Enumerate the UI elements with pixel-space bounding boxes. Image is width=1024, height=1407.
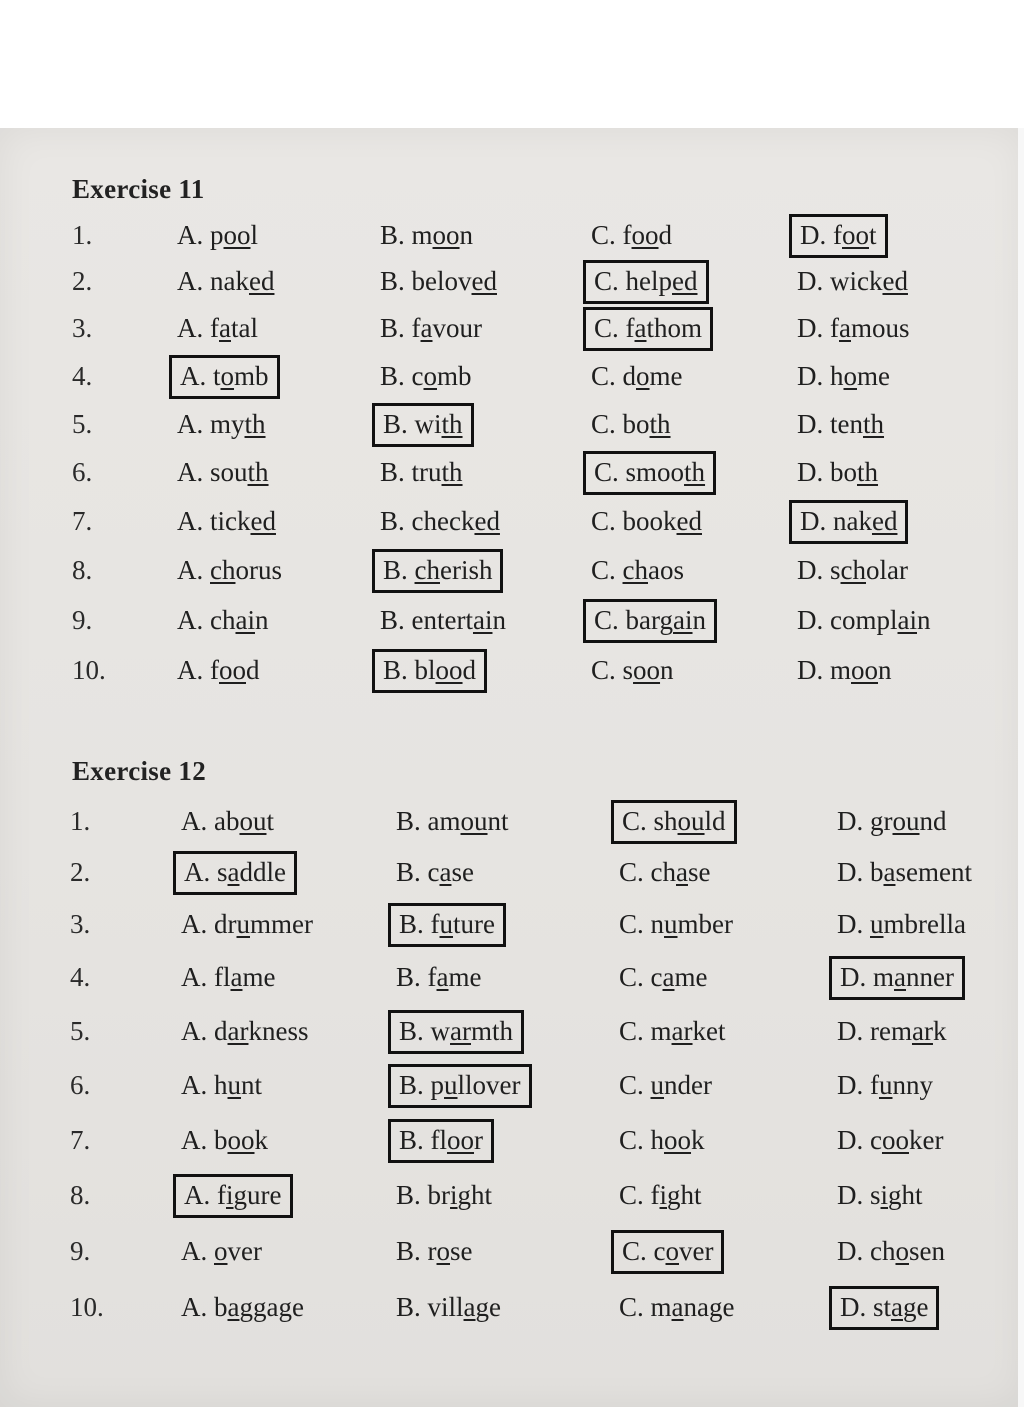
answer-option[interactable]: A. chain (177, 605, 269, 635)
question-number: 2. (72, 266, 93, 296)
answer-option[interactable]: B. favour (380, 313, 482, 343)
question-number: 9. (72, 605, 93, 635)
answer-option[interactable]: D. complain (797, 605, 931, 635)
answer-option-selected[interactable]: D. manner (829, 956, 965, 1000)
answer-option[interactable]: A. naked (177, 266, 275, 296)
answer-option[interactable]: D. basement (837, 857, 972, 887)
answer-option[interactable]: C. dome (591, 361, 683, 391)
answer-option[interactable]: D. scholar (797, 555, 908, 585)
answer-option[interactable]: B. case (396, 857, 474, 887)
answer-option[interactable]: A. chorus (177, 555, 282, 585)
answer-option[interactable]: A. about (181, 806, 274, 836)
question-number: 5. (72, 409, 93, 439)
answer-option-selected[interactable]: A. saddle (173, 851, 297, 895)
answer-option[interactable]: C. under (619, 1070, 712, 1100)
answer-option[interactable]: D. home (797, 361, 890, 391)
answer-option-selected[interactable]: D. naked (789, 500, 908, 544)
answer-option[interactable]: C. booked (591, 506, 702, 536)
question-number: 3. (72, 313, 93, 343)
question-number: 7. (70, 1125, 91, 1155)
answer-option[interactable]: B. village (396, 1292, 501, 1322)
answer-option[interactable]: C. market (619, 1016, 726, 1046)
answer-option-selected[interactable]: A. tomb (169, 355, 280, 399)
answer-option[interactable]: D. ground (837, 806, 947, 836)
answer-option-selected[interactable]: A. figure (173, 1174, 293, 1218)
exercise-11-heading: Exercise 11 (72, 174, 205, 204)
answer-option-selected[interactable]: C. fathom (583, 307, 713, 351)
question-number: 5. (70, 1016, 91, 1046)
question-number: 2. (70, 857, 91, 887)
answer-option[interactable]: C. soon (591, 655, 674, 685)
answer-option-selected[interactable]: C. smooth (583, 451, 716, 495)
answer-option[interactable]: A. south (177, 457, 269, 487)
question-number: 7. (72, 506, 93, 536)
answer-option[interactable]: C. number (619, 909, 733, 939)
answer-option-selected[interactable]: B. warmth (388, 1010, 524, 1054)
answer-option[interactable]: D. tenth (797, 409, 885, 439)
answer-option[interactable]: B. beloved (380, 266, 497, 296)
answer-option[interactable]: B. fame (396, 962, 482, 992)
question-number: 6. (72, 457, 93, 487)
answer-option[interactable]: C. chaos (591, 555, 684, 585)
answer-option-selected[interactable]: B. future (388, 903, 506, 947)
answer-option[interactable]: A. flame (181, 962, 276, 992)
answer-option[interactable]: A. baggage (181, 1292, 304, 1322)
answer-option[interactable]: C. came (619, 962, 708, 992)
answer-option[interactable]: B. rose (396, 1236, 473, 1266)
question-number: 10. (72, 655, 106, 685)
answer-option[interactable]: A. myth (177, 409, 266, 439)
answer-option-selected[interactable]: D. stage (829, 1286, 939, 1330)
answer-option[interactable]: D. famous (797, 313, 910, 343)
answer-option-selected[interactable]: B. cherish (372, 549, 503, 593)
answer-option[interactable]: B. truth (380, 457, 463, 487)
answer-option[interactable]: B. checked (380, 506, 500, 536)
answer-option[interactable]: D. moon (797, 655, 892, 685)
answer-option[interactable]: D. chosen (837, 1236, 945, 1266)
answer-option[interactable]: A. over (181, 1236, 262, 1266)
answer-option[interactable]: A. ticked (177, 506, 276, 536)
answer-option[interactable]: A. book (181, 1125, 268, 1155)
answer-option[interactable]: D. funny (837, 1070, 933, 1100)
question-number: 3. (70, 909, 91, 939)
question-number: 8. (72, 555, 93, 585)
answer-option[interactable]: D. wicked (797, 266, 908, 296)
answer-option[interactable]: A. fatal (177, 313, 258, 343)
question-number: 10. (70, 1292, 104, 1322)
answer-option[interactable]: C. hook (619, 1125, 705, 1155)
answer-option-selected[interactable]: D. foot (789, 214, 888, 258)
answer-option[interactable]: B. bright (396, 1180, 493, 1210)
answer-option[interactable]: D. umbrella (837, 909, 966, 939)
answer-option[interactable]: D. both (797, 457, 879, 487)
answer-option-selected[interactable]: C. should (611, 800, 737, 844)
answer-option-selected[interactable]: C. cover (611, 1230, 724, 1274)
answer-option[interactable]: B. comb (380, 361, 472, 391)
question-number: 1. (70, 806, 91, 836)
answer-option[interactable]: D. sight (837, 1180, 923, 1210)
answer-option-selected[interactable]: C. bargain (583, 599, 717, 643)
answer-option[interactable]: C. manage (619, 1292, 735, 1322)
answer-option[interactable]: C. chase (619, 857, 711, 887)
answer-option[interactable]: C. fight (619, 1180, 702, 1210)
answer-option[interactable]: D. cooker (837, 1125, 944, 1155)
answer-option[interactable]: C. both (591, 409, 671, 439)
answer-option-selected[interactable]: C. helped (583, 260, 709, 304)
answer-option[interactable]: A. hunt (181, 1070, 263, 1100)
answer-option-selected[interactable]: B. floor (388, 1119, 494, 1163)
question-number: 4. (72, 361, 93, 391)
answer-option[interactable]: B. entertain (380, 605, 506, 635)
answer-option[interactable]: A. food (177, 655, 260, 685)
question-number: 6. (70, 1070, 91, 1100)
question-number: 8. (70, 1180, 91, 1210)
answer-option[interactable]: A. drummer (181, 909, 313, 939)
answer-option[interactable]: A. darkness (181, 1016, 309, 1046)
answer-option[interactable]: B. amount (396, 806, 509, 836)
answer-option[interactable]: C. food (591, 220, 673, 250)
question-number: 1. (72, 220, 93, 250)
answer-option[interactable]: B. moon (380, 220, 474, 250)
answer-option[interactable]: A. pool (177, 220, 259, 250)
answer-option-selected[interactable]: B. with (372, 403, 474, 447)
question-number: 4. (70, 962, 91, 992)
question-number: 9. (70, 1236, 91, 1266)
answer-option-selected[interactable]: B. blood (372, 649, 487, 693)
answer-option[interactable]: D. remark (837, 1016, 947, 1046)
worksheet-page (0, 128, 1024, 1407)
answer-option-selected[interactable]: B. pullover (388, 1064, 532, 1108)
exercise-12-heading: Exercise 12 (72, 756, 207, 786)
